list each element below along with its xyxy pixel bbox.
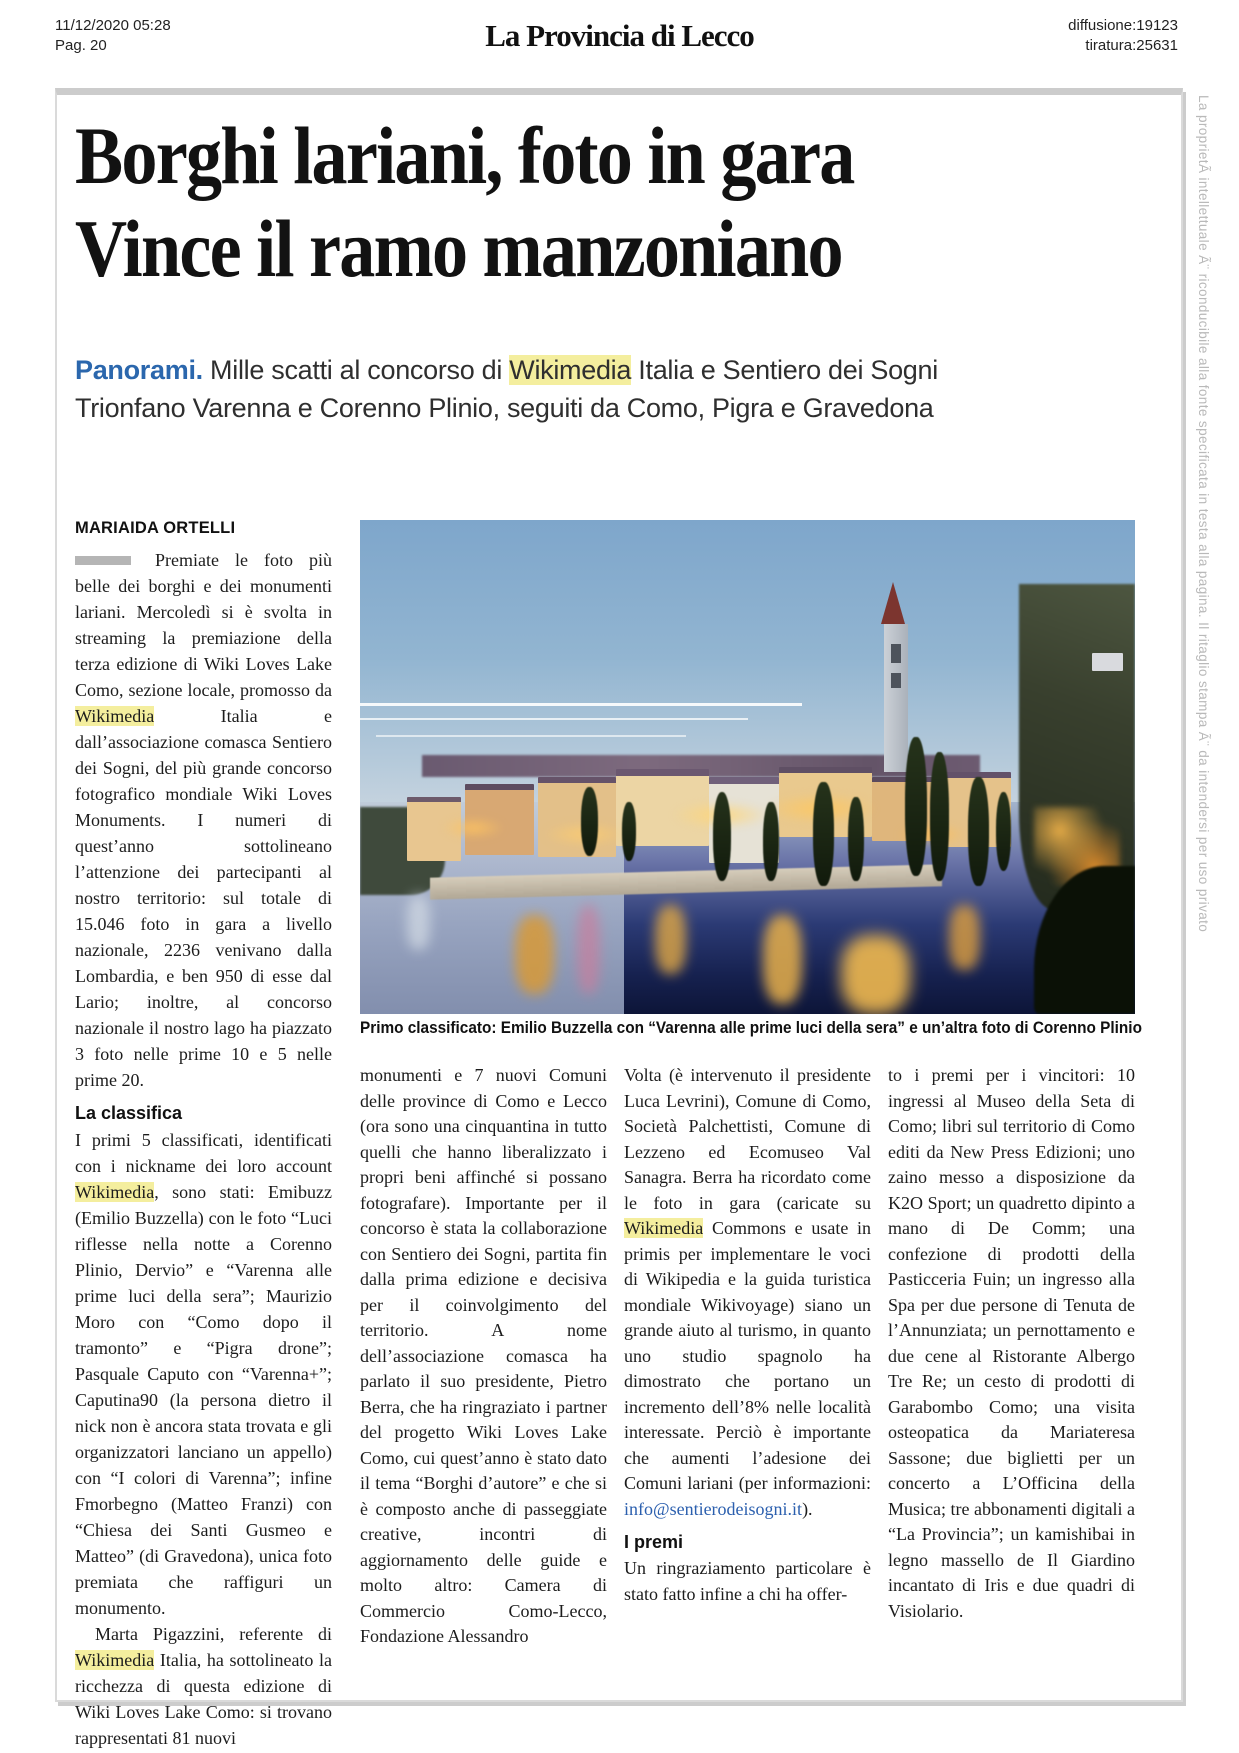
photo-light-reflection [949,905,980,969]
body-paragraph: Volta (è intervenuto il presidente Luca Levrini), Comune di Como, Società Palchettisti, Comune di Lezzeno ed Ecomuseo Val Sanagra. Berra ha ricordato come le foto in gara (caricate su Wikimedia Commons e usate in primis per implementare le voci di Wikipedia e la guida turistica mondiale Wikivoyage) siano un grande aiuto al turismo, in quanto uno studio spagnolo ha dimostrato che portano un incremento dell’8% nelle località interessate. Perciò è importante che aumenti l’adesione dei Comuni lariani (per informazioni: info@sentierodeisogni.it). [624,1065,871,1519]
photo-boat-trail [360,718,748,720]
newspaper-masthead: La Provincia di Lecco [485,18,754,53]
article-photo-varenna-dusk [360,520,1135,1014]
body-paragraph: monumenti e 7 nuovi Comuni delle province di Como e Lecco (ora sono una cinquantina in tutto quelli che hanno liberalizzato i propri beni affinché si possano fotografare). Importante per il concorso è stata la collaborazione con Sentiero dei Sogni, partita fin dalla prima edizione e decisiva per il coinvolgimento del territorio. A nome dell’associazione comasca ha parlato il suo presidente, Pietro Berra, che ha ringraziato i partner del progetto Wiki Loves Lake Como, cui quest’anno è stato dato il tema “Borghi d’autore” e che si è composto anche di passeggiate creative, incontri di aggiornamento delle guide e molto altro: Camera di Commercio Como-Lecco, Fondazione Alessandro [360,1065,607,1646]
photo-light-reflection [515,915,554,994]
photo-cypress-tree [930,752,949,880]
body-paragraph: I primi 5 classificati, identificati con i nickname dei loro account Wikimedia, sono stati: Emibuzz (Emilio Buzzella) con le foto “Luci riflesse nella notte a Corenno Plinio, Dervio” e “Varenna alle prime luci della sera”; Maurizio Moro con “Como dopo il tramonto” e “Pigra drone”; Pasquale Caputo con “Varenna+”; Caputina90 (la persona dietro il nick non è ancora stata trovata e gli organizzatori lanciano un appello) con “I colori di Varenna”; infine Fmorbegno (Matteo Franzi) con “Chiesa dei Santi Gusmeo e Matteo” (di Gravedona), unica foto premiata che raffiguri un monumento. [75,1130,332,1618]
article-column-4 [888,1063,1135,1650]
photo-bell-tower-window [891,644,901,664]
photo-light-reflection [841,935,911,1014]
photo-cypress-tree [713,792,732,881]
article-byline: MARIAIDA ORTELLI [75,519,236,537]
photo-cypress-tree [905,737,927,875]
tiratura-value: tiratura:25631 [1085,37,1178,54]
photo-cypress-tree [813,782,833,886]
article-column-3 [624,1063,871,1650]
article-headline [75,109,854,295]
article-lower-columns [360,1063,1135,1650]
body-paragraph: Marta Pigazzini, referente di Wikimedia Italia, ha sottolineato la ricchezza di questa edizione di Wiki Loves Lake Como: si trovano rappresentati 81 nuovi [75,1624,332,1748]
photo-light-reflection [655,905,686,974]
photo-cypress-tree [996,792,1012,871]
standfirst-line-1: Panorami. Mille scatti al concorso di Wikimedia Italia e Sentiero dei Sogni [75,355,938,385]
headline-line-1: Borghi lariani, foto in gara [75,110,854,201]
photo-cypress-tree [763,802,779,881]
photo-caption: Primo classificato: Emilio Buzzella con “Varenna alle prime luci della sera” e un’altra foto di Corenno Plinio [360,1019,1142,1037]
copyright-vertical-note: La proprietÃ intellettuale Ã¨ riconducibile alla fonte specificata in testa alla pagina. Il ritaglio stampa Ã¨ da intendersi per uso privato [1196,95,1211,933]
photo-boat-trail [376,735,686,737]
body-paragraph: Un ringraziamento particolare è stato fatto infine a chi ha offer- [624,1558,871,1604]
body-paragraph: Premiate le foto più belle dei borghi e dei monumenti lariani. Mercoledì si è svolta in streaming la premiazione della terza edizione di Wiki Loves Lake Como, sezione locale, promosso da Wikimedia Italia e dall’associazione comasca Sentiero dei Sogni, del più grande concorso fotografico mondiale Wiki Loves Monuments. I numeri di quest’anno sottolineano l’attenzione dei partecipanti al nostro territorio: sul totale di 15.046 foto in gara a livello nazionale, 2236 venivano dalla Lombardia, e ben 950 di esse dal Lario; inoltre, al concorso nazionale il nostro lago ha piazzato 3 foto nelle prime 10 e 5 nelle prime 20. [75,550,332,1090]
photo-cypress-tree [581,787,598,856]
article-column-1 [75,547,332,1751]
photo-light-reflection [577,905,600,994]
clipping-page-number: Pag. 20 [55,37,107,54]
photo-cypress-tree [622,802,636,861]
photo-light-reflection [407,895,430,949]
section-subhead: La classifica [75,1103,183,1123]
section-subhead: I premi [624,1532,684,1552]
headline-line-2: Vince il ramo manzoniano [75,203,842,294]
article-column-2 [360,1063,607,1650]
article-box [55,88,1183,1748]
photo-cypress-tree [848,797,864,881]
photo-bell-tower-window [891,673,901,688]
photo-boat-trail [360,703,802,706]
clipping-datetime: 11/12/2020 05:28 [55,17,171,34]
standfirst-line-2: Trionfano Varenna e Corenno Plinio, seguiti da Como, Pigra e Gravedona [75,393,934,423]
body-paragraph: to i premi per i vincitori: 10 ingressi al Museo della Seta di Como; libri sul territorio di Como editi da New Press Edizioni; uno zaino messo a disposizione da K2O Sport; un quadretto dipinto a mano di De Comm; una confezione di prodotti della Pasticceria Fuin; un ingresso alla Spa per due persone di Tenuta de l’Annunziata; un pernottamento e due cene al Ristorante Albergo Tre Re; un cesto di prodotti di Garabombo Como; una visita osteopatica da Mariateresa Sassone; due biglietti per un concerto a L’Officina della Musica; tre abbonamenti digitali a “La Provincia”; un kamishibai in legno massello de Il Giardino incantato di Iris e due quadri di Visiolario. [888,1065,1135,1621]
clipping-header-right [1068,16,1178,56]
photo-cypress-tree [968,777,988,886]
photo-light-reflection [763,915,802,1004]
article-standfirst [75,351,1135,427]
diffusione-value: diffusione:19123 [1068,17,1178,34]
paragraph-lead-dash [75,556,131,565]
photo-bell-tower-spire [881,582,905,624]
email-link[interactable]: info@sentierodeisogni.it [624,1498,803,1519]
photo-hill-house [1092,653,1123,670]
